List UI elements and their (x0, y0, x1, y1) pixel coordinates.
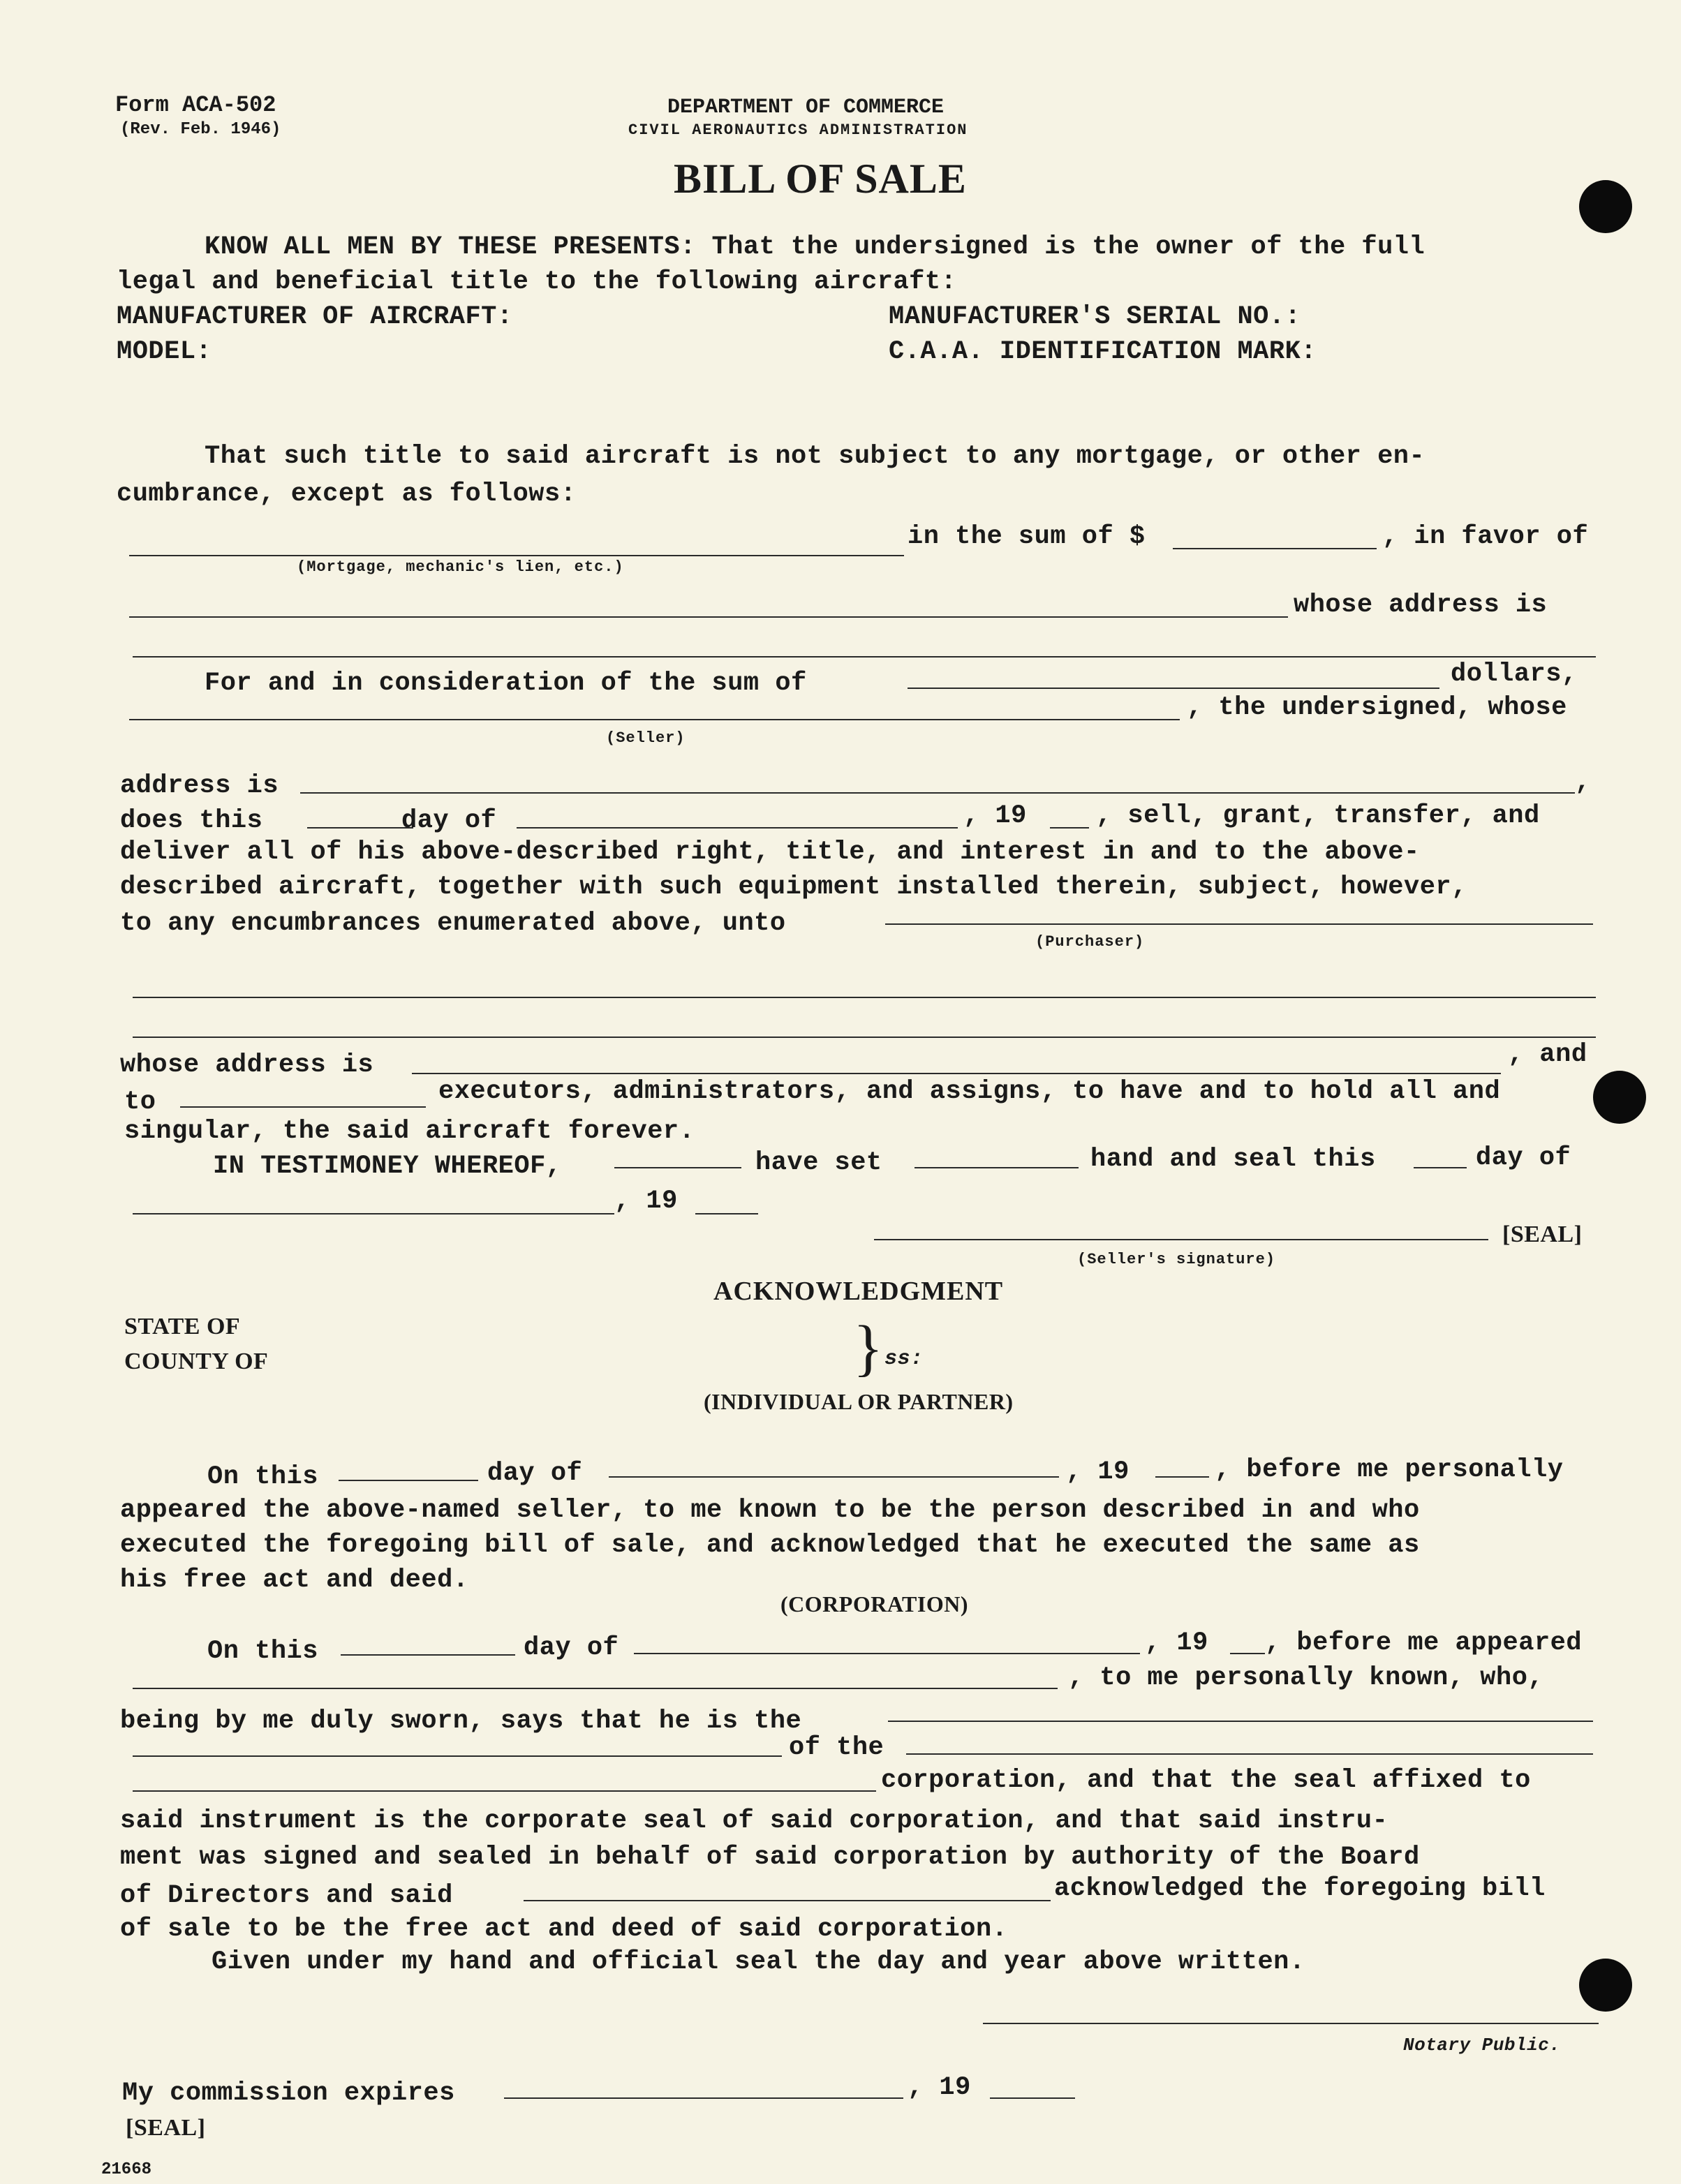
sum-text: in the sum of $ (908, 522, 1146, 551)
corporation-caption: (CORPORATION) (780, 1591, 968, 1617)
sum-field[interactable] (1173, 548, 1377, 549)
sale-year-prefix: , 19 (963, 801, 1027, 831)
seller-address-comma: , (1575, 768, 1591, 797)
testimony-year-field[interactable] (695, 1213, 758, 1214)
manufacturer-label: MANUFACTURER OF AIRCRAFT: (117, 302, 513, 332)
testimony-who-field[interactable] (614, 1167, 741, 1168)
ack-before-text: , before me personally (1215, 1455, 1564, 1485)
corp-title-field-2[interactable] (133, 1755, 782, 1757)
undersigned-text: , the undersigned, whose (1187, 693, 1567, 722)
purchaser-address-field[interactable] (412, 1073, 1501, 1074)
mortgage-field[interactable] (129, 555, 904, 556)
ack-year-field[interactable] (1155, 1476, 1209, 1478)
corp-person-field[interactable] (133, 1688, 1058, 1689)
purchaser-address-text: whose address is (120, 1050, 374, 1080)
testimony-day-field[interactable] (1414, 1167, 1467, 1168)
corp-directors-text: of Directors and said (120, 1881, 453, 1910)
commission-year-prefix: , 19 (908, 2073, 971, 2102)
hand-seal-text: hand and seal this (1090, 1145, 1376, 1174)
notary-caption: Notary Public. (1403, 2035, 1561, 2056)
favor-address-field[interactable] (133, 656, 1596, 658)
corp-day-of: day of (524, 1633, 619, 1663)
department-name: DEPARTMENT OF COMMERCE (667, 96, 945, 119)
does-this-text: does this (120, 806, 263, 835)
acknowledgment-title: ACKNOWLEDGMENT (713, 1277, 1004, 1306)
corp-year-field[interactable] (1230, 1653, 1265, 1654)
punch-hole-middle (1593, 1071, 1646, 1124)
encumbrance-line-1: That such title to said aircraft is not subject to any mortgage, or other en- (205, 442, 1425, 471)
ack-year-prefix: , 19 (1066, 1457, 1130, 1487)
sale-month-field[interactable] (517, 827, 958, 829)
punch-hole-bottom (1579, 1959, 1632, 2012)
sale-day-field[interactable] (307, 827, 413, 829)
consideration-text: For and in consideration of the sum of (205, 669, 807, 698)
testimony-year-prefix: , 19 (614, 1187, 678, 1216)
testimony-seal: [SEAL] (1502, 1221, 1583, 1247)
testimony-text: IN TESTIMONEY WHEREOF, (213, 1152, 562, 1181)
id-mark-label: C.A.A. IDENTIFICATION MARK: (889, 337, 1317, 366)
notary-signature-field[interactable] (983, 2023, 1599, 2024)
corp-corporation-text: corporation, and that the seal affixed to (881, 1766, 1531, 1795)
ack-on-this: On this (207, 1462, 318, 1492)
corp-officer-field[interactable] (524, 1900, 1051, 1901)
corp-ment-line: ment was signed and sealed in behalf of said corporation by authority of the Board (120, 1843, 1420, 1872)
commission-text: My commission expires (122, 2079, 455, 2108)
and-text: , and (1508, 1040, 1587, 1069)
purchaser-caption: (Purchaser) (1035, 933, 1145, 951)
sell-text: , sell, grant, transfer, and (1096, 801, 1540, 831)
individual-caption: (INDIVIDUAL OR PARTNER) (704, 1389, 1014, 1414)
corp-acknowledged-text: acknowledged the foregoing bill (1054, 1874, 1546, 1903)
state-of-label: STATE OF (124, 1314, 241, 1339)
corp-being-sworn: being by me duly sworn, says that he is the (120, 1707, 802, 1736)
day-of-text: day of (401, 806, 497, 835)
intro-line-1: KNOW ALL MEN BY THESE PRESENTS: That the undersigned is the owner of the full (205, 232, 1425, 262)
unto-line: to any encumbrances enumerated above, unto (120, 909, 786, 938)
purchaser-name-field-2[interactable] (133, 997, 1596, 998)
ack-month-field[interactable] (609, 1476, 1059, 1478)
commission-date-field[interactable] (504, 2097, 903, 2099)
whose-address-text: whose address is (1294, 590, 1548, 620)
document-title: BILL OF SALE (674, 156, 967, 202)
deliver-line: deliver all of his above-described right, title, and interest in and to the above- (120, 838, 1420, 867)
corp-month-field[interactable] (634, 1653, 1140, 1654)
ss-label: ss: (884, 1347, 924, 1371)
corp-personally-known: , to me personally known, who, (1068, 1663, 1544, 1693)
serial-label: MANUFACTURER'S SERIAL NO.: (889, 302, 1301, 332)
administration-name: CIVIL AERONAUTICS ADMINISTRATION (628, 121, 968, 139)
purchaser-name-field[interactable] (885, 923, 1593, 925)
commission-year-field[interactable] (990, 2097, 1075, 2099)
ack-executed-line: executed the foregoing bill of sale, and acknowledged that he executed the same as (120, 1531, 1420, 1560)
heirs-field[interactable] (180, 1106, 426, 1108)
mortgage-caption: (Mortgage, mechanic's lien, etc.) (297, 558, 624, 576)
ack-day-of: day of (487, 1459, 583, 1488)
ack-free-line: his free act and deed. (120, 1566, 469, 1595)
address-is-text: address is (120, 771, 279, 801)
corp-before-appeared: , before me appeared (1265, 1628, 1583, 1658)
corp-name-field-2[interactable] (133, 1790, 876, 1792)
testimony-pronoun-field[interactable] (914, 1167, 1079, 1168)
to-text: to (124, 1087, 156, 1117)
model-label: MODEL: (117, 337, 212, 366)
testimony-day-of: day of (1476, 1143, 1571, 1173)
seller-caption: (Seller) (606, 729, 686, 747)
testimony-month-field[interactable] (133, 1213, 614, 1214)
dollars-text: dollars, (1451, 660, 1578, 689)
favor-text: , in favor of (1382, 522, 1589, 551)
notary-seal: [SEAL] (126, 2115, 206, 2141)
intro-line-2: legal and beneficial title to the following aircraft: (117, 267, 957, 297)
seller-address-field[interactable] (300, 792, 1575, 794)
executors-text: executors, administrators, and assigns, to have and to hold all and (438, 1077, 1501, 1106)
have-set-text: have set (755, 1148, 882, 1178)
form-number: Form ACA-502 (115, 92, 276, 118)
corp-of-the: of the (789, 1733, 884, 1762)
ack-appeared-line: appeared the above-named seller, to me known to be the person described in and who (120, 1496, 1420, 1525)
corp-name-field[interactable] (906, 1753, 1593, 1755)
corp-said-line: said instrument is the corporate seal of said corporation, and that said instru- (120, 1806, 1389, 1836)
sale-year-field[interactable] (1050, 827, 1089, 829)
consideration-amount-field[interactable] (908, 688, 1439, 689)
purchaser-name-field-3[interactable] (133, 1037, 1596, 1038)
corp-given-line: Given under my hand and official seal the day and year above written. (212, 1947, 1305, 1977)
punch-hole-top (1579, 180, 1632, 233)
favor-name-field[interactable] (129, 616, 1288, 618)
form-code: 21668 (101, 2160, 152, 2179)
county-of-label: COUNTY OF (124, 1349, 269, 1374)
seller-signature-caption: (Seller's signature) (1077, 1251, 1276, 1268)
described-line: described aircraft, together with such equipment installed therein, subject, however, (120, 872, 1467, 902)
encumbrance-line-2: cumbrance, except as follows: (117, 480, 577, 509)
singular-text: singular, the said aircraft forever. (124, 1117, 695, 1146)
corp-day-field[interactable] (341, 1654, 515, 1656)
corp-on-this: On this (207, 1637, 318, 1666)
corp-year-prefix: , 19 (1145, 1628, 1208, 1658)
seller-signature-field[interactable] (874, 1239, 1488, 1240)
corp-sale-line: of sale to be the free act and deed of said corporation. (120, 1915, 1008, 1944)
seller-name-field[interactable] (129, 719, 1180, 720)
brace-symbol: } (853, 1314, 884, 1383)
corp-title-field[interactable] (888, 1721, 1593, 1722)
form-revision: (Rev. Feb. 1946) (120, 120, 281, 139)
ack-day-field[interactable] (339, 1480, 478, 1481)
